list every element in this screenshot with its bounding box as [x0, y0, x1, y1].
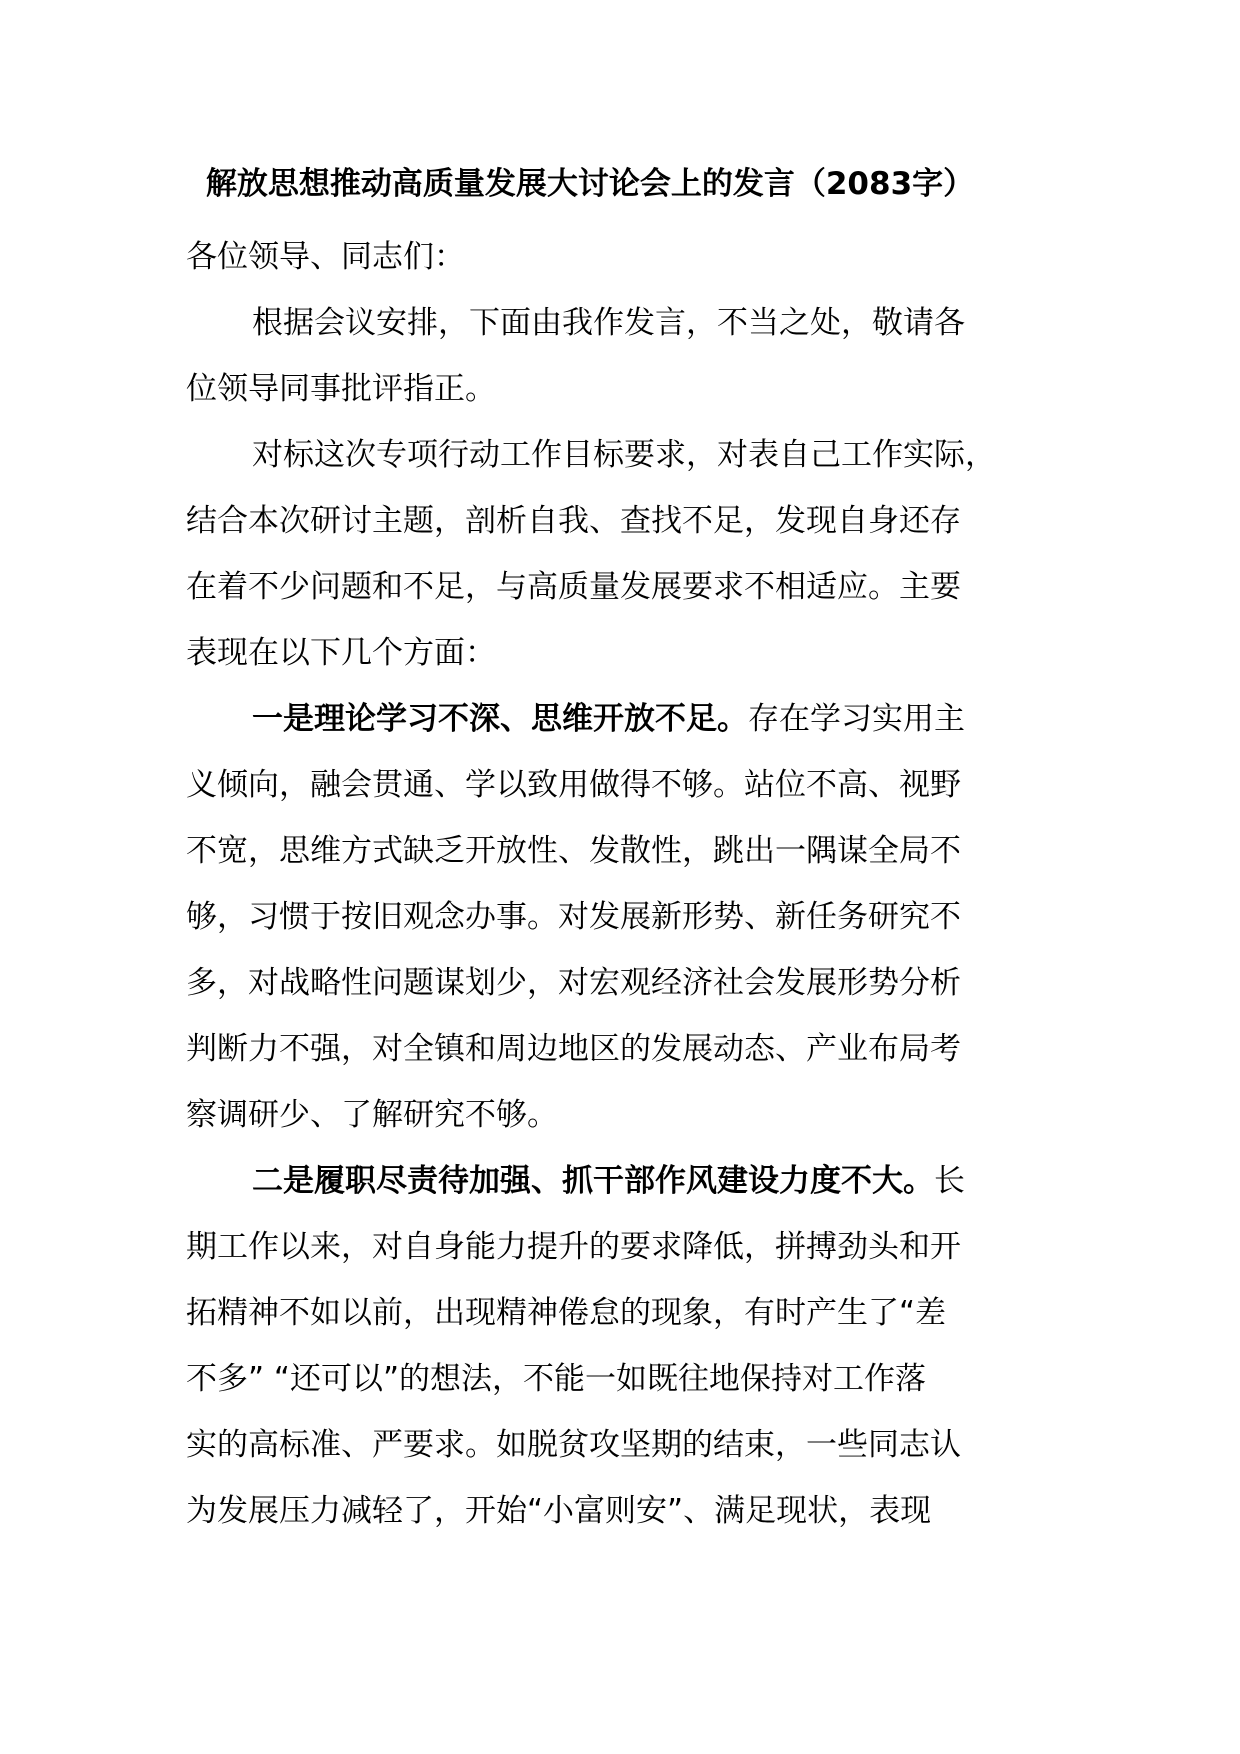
paragraph-3-lead-heading: 一是理论学习不深、思维开放不足。 — [252, 701, 748, 737]
salutation: 各位领导、同志们： — [186, 239, 465, 275]
paragraph-2-line-1: 对标这次专项行动工作目标要求，对表自己工作实际， — [252, 437, 996, 473]
paragraph-4-line-6: 为发展压力减轻了，开始“小富则安”、满足现状，表现 — [186, 1493, 932, 1529]
paragraph-3-line-1-text: 存在学习实用主 — [748, 701, 965, 737]
document-title: 解放思想推动高质量发展大讨论会上的发言（2083字） — [205, 166, 975, 202]
paragraph-3-line-1 — [186, 686, 1086, 752]
paragraph-3-line-3: 不宽，思维方式缺乏开放性、发散性，跳出一隅谋全局不 — [186, 833, 961, 869]
paragraph-3-line-5: 多，对战略性问题谋划少，对宏观经济社会发展形势分析 — [186, 965, 961, 1001]
paragraph-4-line-4: 不多” “还可以”的想法，不能一如既往地保持对工作落 — [186, 1361, 927, 1397]
paragraph-3-line-6: 判断力不强，对全镇和周边地区的发展动态、产业布局考 — [186, 1031, 961, 1067]
paragraph-3-line-4: 够，习惯于按旧观念办事。对发展新形势、新任务研究不 — [186, 899, 961, 935]
paragraph-3-line-7: 察调研少、了解研究不够。 — [186, 1097, 558, 1133]
paragraph-1-line-2: 位领导同事批评指正。 — [186, 371, 496, 407]
paragraph-2-line-2: 结合本次研讨主题，剖析自我、查找不足，发现自身还存 — [186, 503, 961, 539]
paragraph-1-line-1: 根据会议安排，下面由我作发言，不当之处，敬请各 — [252, 305, 965, 341]
paragraph-4-line-3: 拓精神不如以前，出现精神倦怠的现象，有时产生了“差 — [186, 1295, 947, 1331]
paragraph-2-line-3: 在着不少问题和不足，与高质量发展要求不相适应。主要 — [186, 569, 961, 605]
paragraph-4-line-5: 实的高标准、严要求。如脱贫攻坚期的结束，一些同志认 — [186, 1427, 961, 1463]
paragraph-3-line-2: 义倾向，融会贯通、学以致用做得不够。站位不高、视野 — [186, 767, 961, 803]
paragraph-4-lead-heading: 二是履职尽责待加强、抓干部作风建设力度不大。 — [252, 1163, 934, 1199]
paragraph-4-line-1 — [186, 1148, 1086, 1214]
paragraph-4-line-2: 期工作以来，对自身能力提升的要求降低，拼搏劲头和开 — [186, 1229, 961, 1265]
paragraph-4-line-1-text: 长 — [934, 1163, 965, 1199]
document-body — [186, 224, 1086, 1544]
paragraph-2-line-4: 表现在以下几个方面： — [186, 635, 496, 671]
